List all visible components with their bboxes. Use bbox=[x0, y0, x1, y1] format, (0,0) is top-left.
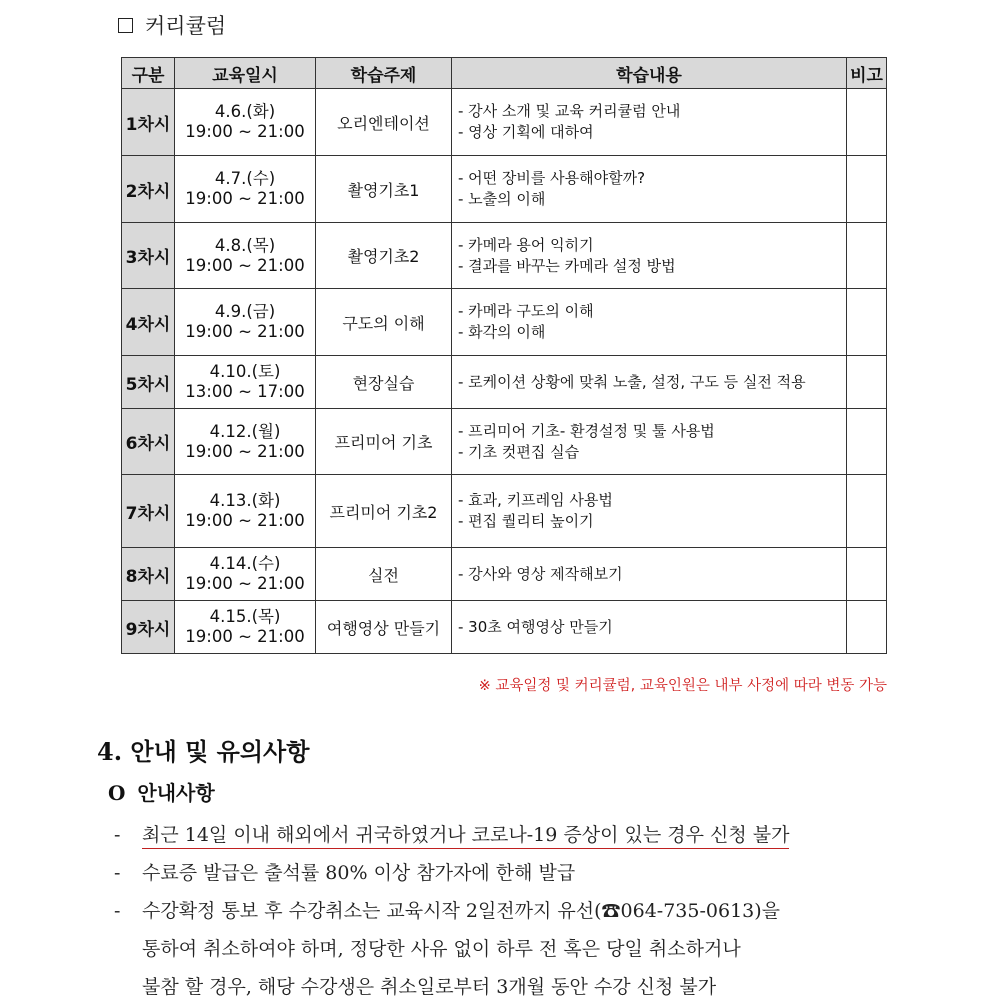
date-text: 4.13.(화) bbox=[209, 491, 281, 510]
guide-subheading bbox=[108, 777, 215, 806]
content-cell bbox=[452, 289, 847, 356]
dash-bullet: - bbox=[114, 862, 121, 884]
content-line: - 화각의 이해 bbox=[458, 323, 546, 341]
content-line: - 카메라 용어 익히기 bbox=[458, 235, 594, 254]
header-topic: 학습주제 bbox=[316, 58, 452, 89]
time-text: 19:00 ~ 21:00 bbox=[185, 255, 305, 275]
topic-cell: 프리미어 기초2 bbox=[316, 475, 452, 548]
table-row bbox=[122, 223, 887, 289]
content-cell bbox=[452, 156, 847, 223]
note-cell bbox=[847, 548, 887, 601]
content-line: - 프리미어 기초- 환경설정 및 툴 사용법 bbox=[458, 421, 715, 440]
table-row bbox=[122, 409, 887, 475]
session-cell: 6차시 bbox=[122, 409, 175, 475]
date-text: 4.8.(목) bbox=[214, 235, 276, 255]
content-cell bbox=[452, 548, 847, 601]
topic-cell: 오리엔테이션 bbox=[316, 89, 452, 156]
note-cell bbox=[847, 223, 887, 289]
topic-cell: 촬영기초1 bbox=[316, 156, 452, 223]
table-row bbox=[122, 156, 887, 223]
dash-bullet: - bbox=[114, 824, 121, 846]
list-item-text: 최근 14일 이내 해외에서 귀국하였거나 코로나-19 증상이 있는 경우 신청 불가 bbox=[142, 824, 789, 849]
list-item bbox=[112, 892, 902, 1006]
session-cell: 3차시 bbox=[122, 223, 175, 289]
list-item-continuation: 불참 할 경우, 해당 수강생은 취소일로부터 3개월 동안 수강 신청 불가 bbox=[142, 976, 717, 998]
content-line: - 어떤 장비를 사용해야할까? bbox=[458, 169, 646, 187]
schedule-change-notice: ※ 교육일정 및 커리큘럼, 교육인원은 내부 사정에 따라 변동 가능 bbox=[478, 678, 887, 694]
header-content: 학습내용 bbox=[452, 58, 847, 89]
guide-list bbox=[112, 816, 902, 1006]
note-cell bbox=[847, 475, 887, 548]
session-cell: 2차시 bbox=[122, 156, 175, 223]
content-line: - 영상 기획에 대하여 bbox=[458, 123, 594, 141]
note-cell bbox=[847, 89, 887, 156]
section-title-text: 커리큘럼 bbox=[145, 14, 227, 38]
table-row bbox=[122, 548, 887, 601]
date-cell bbox=[175, 409, 316, 475]
note-cell bbox=[847, 601, 887, 654]
content-line: - 로케이션 상황에 맞춰 노출, 설정, 구도 등 실전 적용 bbox=[458, 372, 806, 391]
table-row bbox=[122, 89, 887, 156]
date-cell bbox=[175, 289, 316, 356]
list-item bbox=[112, 854, 902, 892]
date-text: 4.10.(토) bbox=[209, 362, 281, 381]
date-cell bbox=[175, 89, 316, 156]
table-row bbox=[122, 475, 887, 548]
content-cell bbox=[452, 89, 847, 156]
time-text: 19:00 ~ 21:00 bbox=[185, 189, 305, 208]
dash-bullet: - bbox=[114, 900, 121, 922]
header-session: 구분 bbox=[122, 58, 175, 89]
date-text: 4.7.(수) bbox=[214, 169, 276, 188]
session-cell: 4차시 bbox=[122, 289, 175, 356]
list-item-text: 수료증 발급은 출석률 80% 이상 참가자에 한해 발급 bbox=[142, 862, 576, 884]
date-cell bbox=[175, 475, 316, 548]
content-cell bbox=[452, 356, 847, 409]
table-row bbox=[122, 601, 887, 654]
content-line: - 편집 퀄리티 높이기 bbox=[458, 512, 594, 530]
content-cell bbox=[452, 223, 847, 289]
note-cell bbox=[847, 409, 887, 475]
table-header-row bbox=[122, 58, 887, 89]
content-line: - 강사와 영상 제작해보기 bbox=[458, 564, 623, 583]
section-title bbox=[118, 10, 226, 40]
time-text: 19:00 ~ 21:00 bbox=[185, 627, 305, 646]
list-item bbox=[112, 816, 902, 854]
header-date: 교육일시 bbox=[175, 58, 316, 89]
note-cell bbox=[847, 156, 887, 223]
date-cell bbox=[175, 356, 316, 409]
date-text: 4.6.(화) bbox=[214, 102, 276, 121]
note-cell bbox=[847, 356, 887, 409]
date-text: 4.15.(목) bbox=[209, 607, 281, 626]
topic-cell: 여행영상 만들기 bbox=[316, 601, 452, 654]
list-item-text: 수강확정 통보 후 수강취소는 교육시작 2일전까지 유선(☎064-735-0613)을 bbox=[142, 900, 781, 922]
session-cell: 1차시 bbox=[122, 89, 175, 156]
session-cell: 8차시 bbox=[122, 548, 175, 601]
guide-subheading-text: 안내사항 bbox=[137, 781, 215, 805]
topic-cell: 실전 bbox=[316, 548, 452, 601]
time-text: 19:00 ~ 21:00 bbox=[185, 441, 305, 461]
list-item-continuation: 통하여 취소하여야 하며, 정당한 사유 없이 하루 전 혹은 당일 취소하거나 bbox=[142, 938, 741, 960]
header-note: 비고 bbox=[847, 58, 887, 89]
date-text: 4.9.(금) bbox=[214, 302, 276, 321]
content-cell bbox=[452, 601, 847, 654]
content-line: - 결과를 바꾸는 카메라 설정 방법 bbox=[458, 256, 676, 275]
topic-cell: 프리미어 기초 bbox=[316, 409, 452, 475]
time-text: 19:00 ~ 21:00 bbox=[185, 122, 305, 141]
circle-bullet-icon: O bbox=[108, 781, 126, 805]
topic-cell: 촬영기초2 bbox=[316, 223, 452, 289]
date-cell bbox=[175, 601, 316, 654]
note-cell bbox=[847, 289, 887, 356]
session-cell: 7차시 bbox=[122, 475, 175, 548]
content-cell bbox=[452, 475, 847, 548]
time-text: 13:00 ~ 17:00 bbox=[185, 382, 305, 401]
session-cell: 5차시 bbox=[122, 356, 175, 409]
content-line: - 강사 소개 및 교육 커리큘럼 안내 bbox=[458, 102, 681, 120]
date-cell bbox=[175, 156, 316, 223]
table-row bbox=[122, 289, 887, 356]
content-line: - 기초 컷편집 실습 bbox=[458, 442, 580, 461]
content-cell bbox=[452, 409, 847, 475]
date-cell bbox=[175, 223, 316, 289]
date-text: 4.14.(수) bbox=[209, 554, 281, 573]
content-line: - 카메라 구도의 이해 bbox=[458, 302, 594, 320]
topic-cell: 현장실습 bbox=[316, 356, 452, 409]
content-line: - 노출의 이해 bbox=[458, 190, 546, 208]
content-line: - 30초 여행영상 만들기 bbox=[458, 617, 613, 636]
session-cell: 9차시 bbox=[122, 601, 175, 654]
topic-cell: 구도의 이해 bbox=[316, 289, 452, 356]
time-text: 19:00 ~ 21:00 bbox=[185, 574, 305, 593]
checkbox-icon bbox=[118, 18, 133, 33]
time-text: 19:00 ~ 21:00 bbox=[185, 511, 305, 530]
curriculum-table bbox=[121, 57, 887, 654]
content-line: - 효과, 키프레임 사용법 bbox=[458, 491, 613, 509]
table-row bbox=[122, 356, 887, 409]
date-cell bbox=[175, 548, 316, 601]
guide-heading: 4. 안내 및 유의사항 bbox=[97, 737, 310, 766]
time-text: 19:00 ~ 21:00 bbox=[185, 322, 305, 341]
date-text: 4.12.(월) bbox=[209, 421, 281, 441]
